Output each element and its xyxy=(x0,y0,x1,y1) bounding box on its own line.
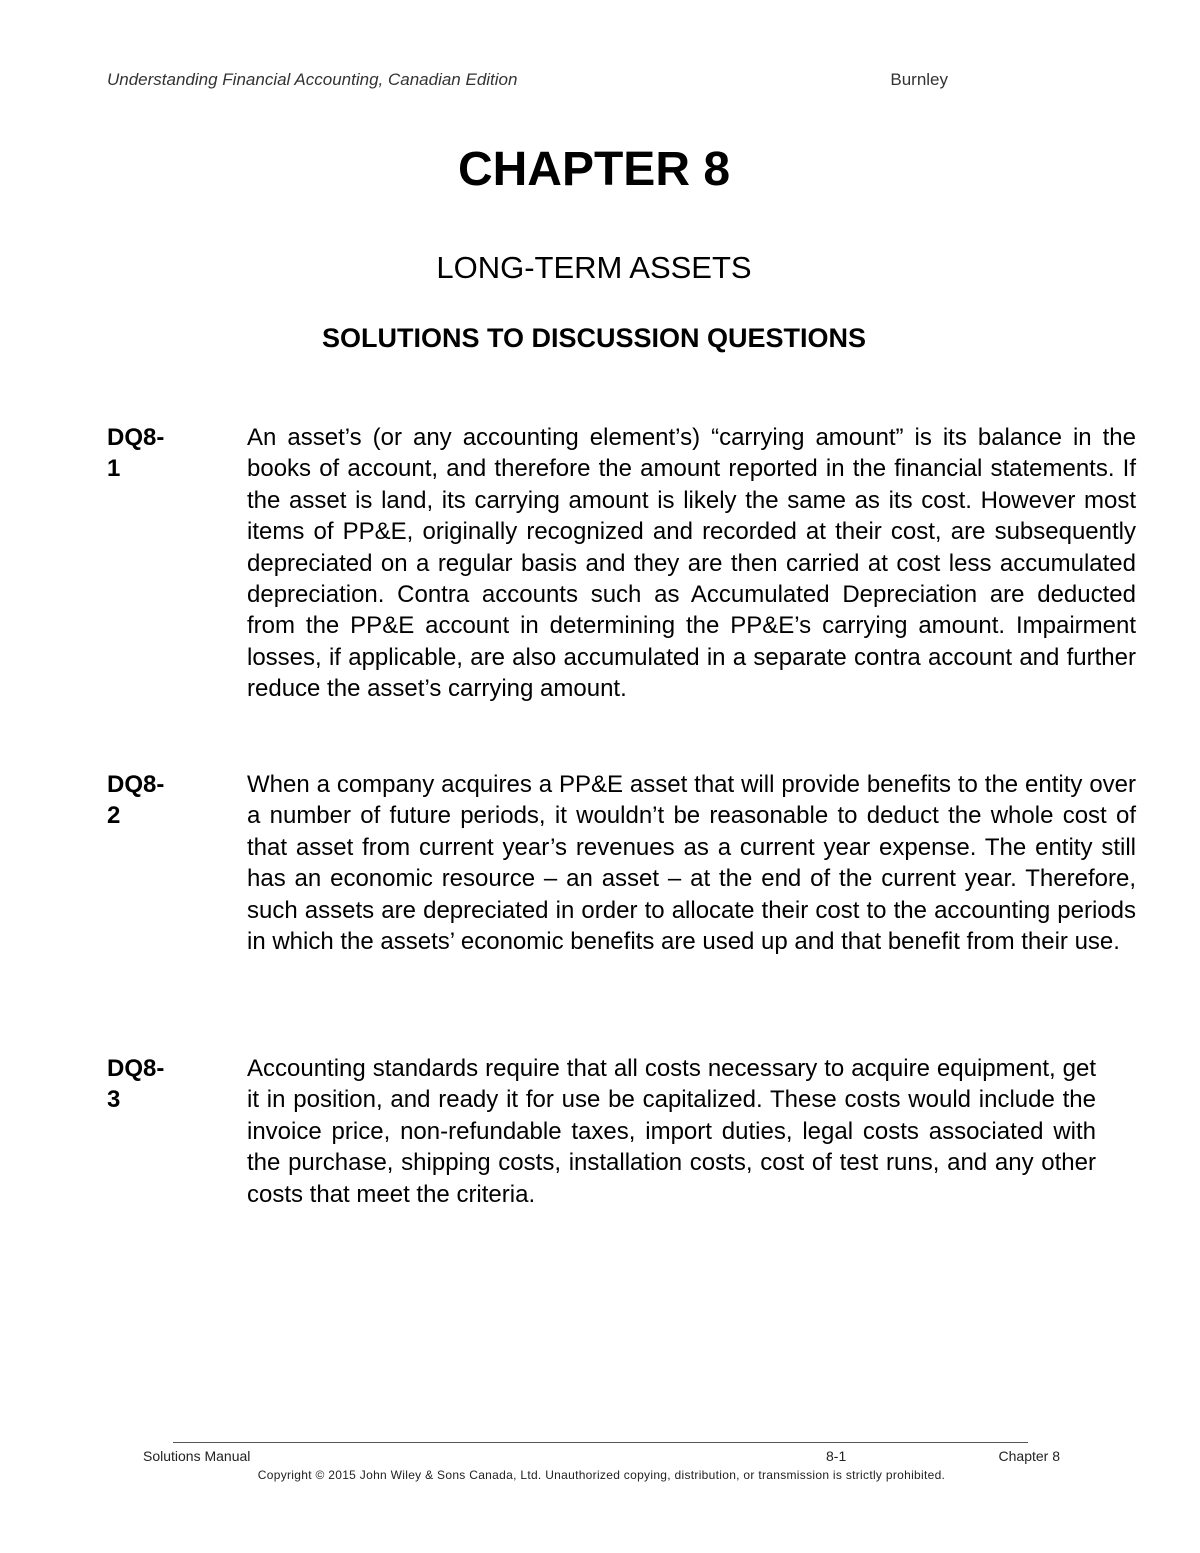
section-heading: SOLUTIONS TO DISCUSSION QUESTIONS xyxy=(321,323,867,353)
footer-manual-label: Solutions Manual xyxy=(143,1448,251,1464)
chapter-subtitle: LONG-TERM ASSETS xyxy=(436,250,752,285)
copyright-notice: Copyright © 2015 John Wiley & Sons Canada, Ltd. Unauthorized copying, distribution, or transmission is strictly prohibited. xyxy=(257,1468,946,1482)
question-label: DQ8-3 xyxy=(107,1055,165,1114)
question-answer: An asset’s (or any accounting element’s) “carrying amount” is its balance in the books of account, and therefore the amount reported in the financial statements. If the asset is land, its carrying amount is likely the same as its cost. However most items of PP&E, originally recognized and recorded at their cost, are subsequently depreciated on a regular basis and they are then carried at cost less accumulated depreciation. Contra accounts such as Accumulated Depreciation are deducted from the PP&E account in determining the PP&E’s carrying amount. Impairment losses, if applicable, are also accumulated in a separate contra account and further reduce the asset’s carrying amount. xyxy=(247,424,1136,703)
question-answer: When a company acquires a PP&E asset that will provide benefits to the entity over a number of future periods, it wouldn’t be reasonable to deduct the whole cost of that asset from current year’s revenues as a current year expense. The entity still has an economic resource – an asset – at the end of the current year. Therefore, such assets are depreciated in order to allocate their cost to the accounting periods in which the assets’ economic benefits are used up and that benefit from their use. xyxy=(247,771,1136,956)
footer-chapter-label: Chapter 8 xyxy=(998,1448,1060,1464)
question-label: DQ8-1 xyxy=(107,424,165,483)
author-name: Burnley xyxy=(890,70,948,89)
book-title: Understanding Financial Accounting, Canadian Edition xyxy=(107,70,518,89)
question-label: DQ8-2 xyxy=(107,771,165,830)
footer-page-number: 8-1 xyxy=(826,1448,847,1464)
chapter-title: CHAPTER 8 xyxy=(457,143,731,196)
running-header xyxy=(107,70,948,94)
question-answer: Accounting standards require that all costs necessary to acquire equipment, get it in position, and ready it for use be capitalized. These costs would include the invoice price, non-refundable taxes, import duties, legal costs associated with the purchase, shipping costs, installation costs, cost of test runs, and any other costs that meet the criteria. xyxy=(247,1055,1096,1208)
footer-rule xyxy=(173,1442,1028,1443)
